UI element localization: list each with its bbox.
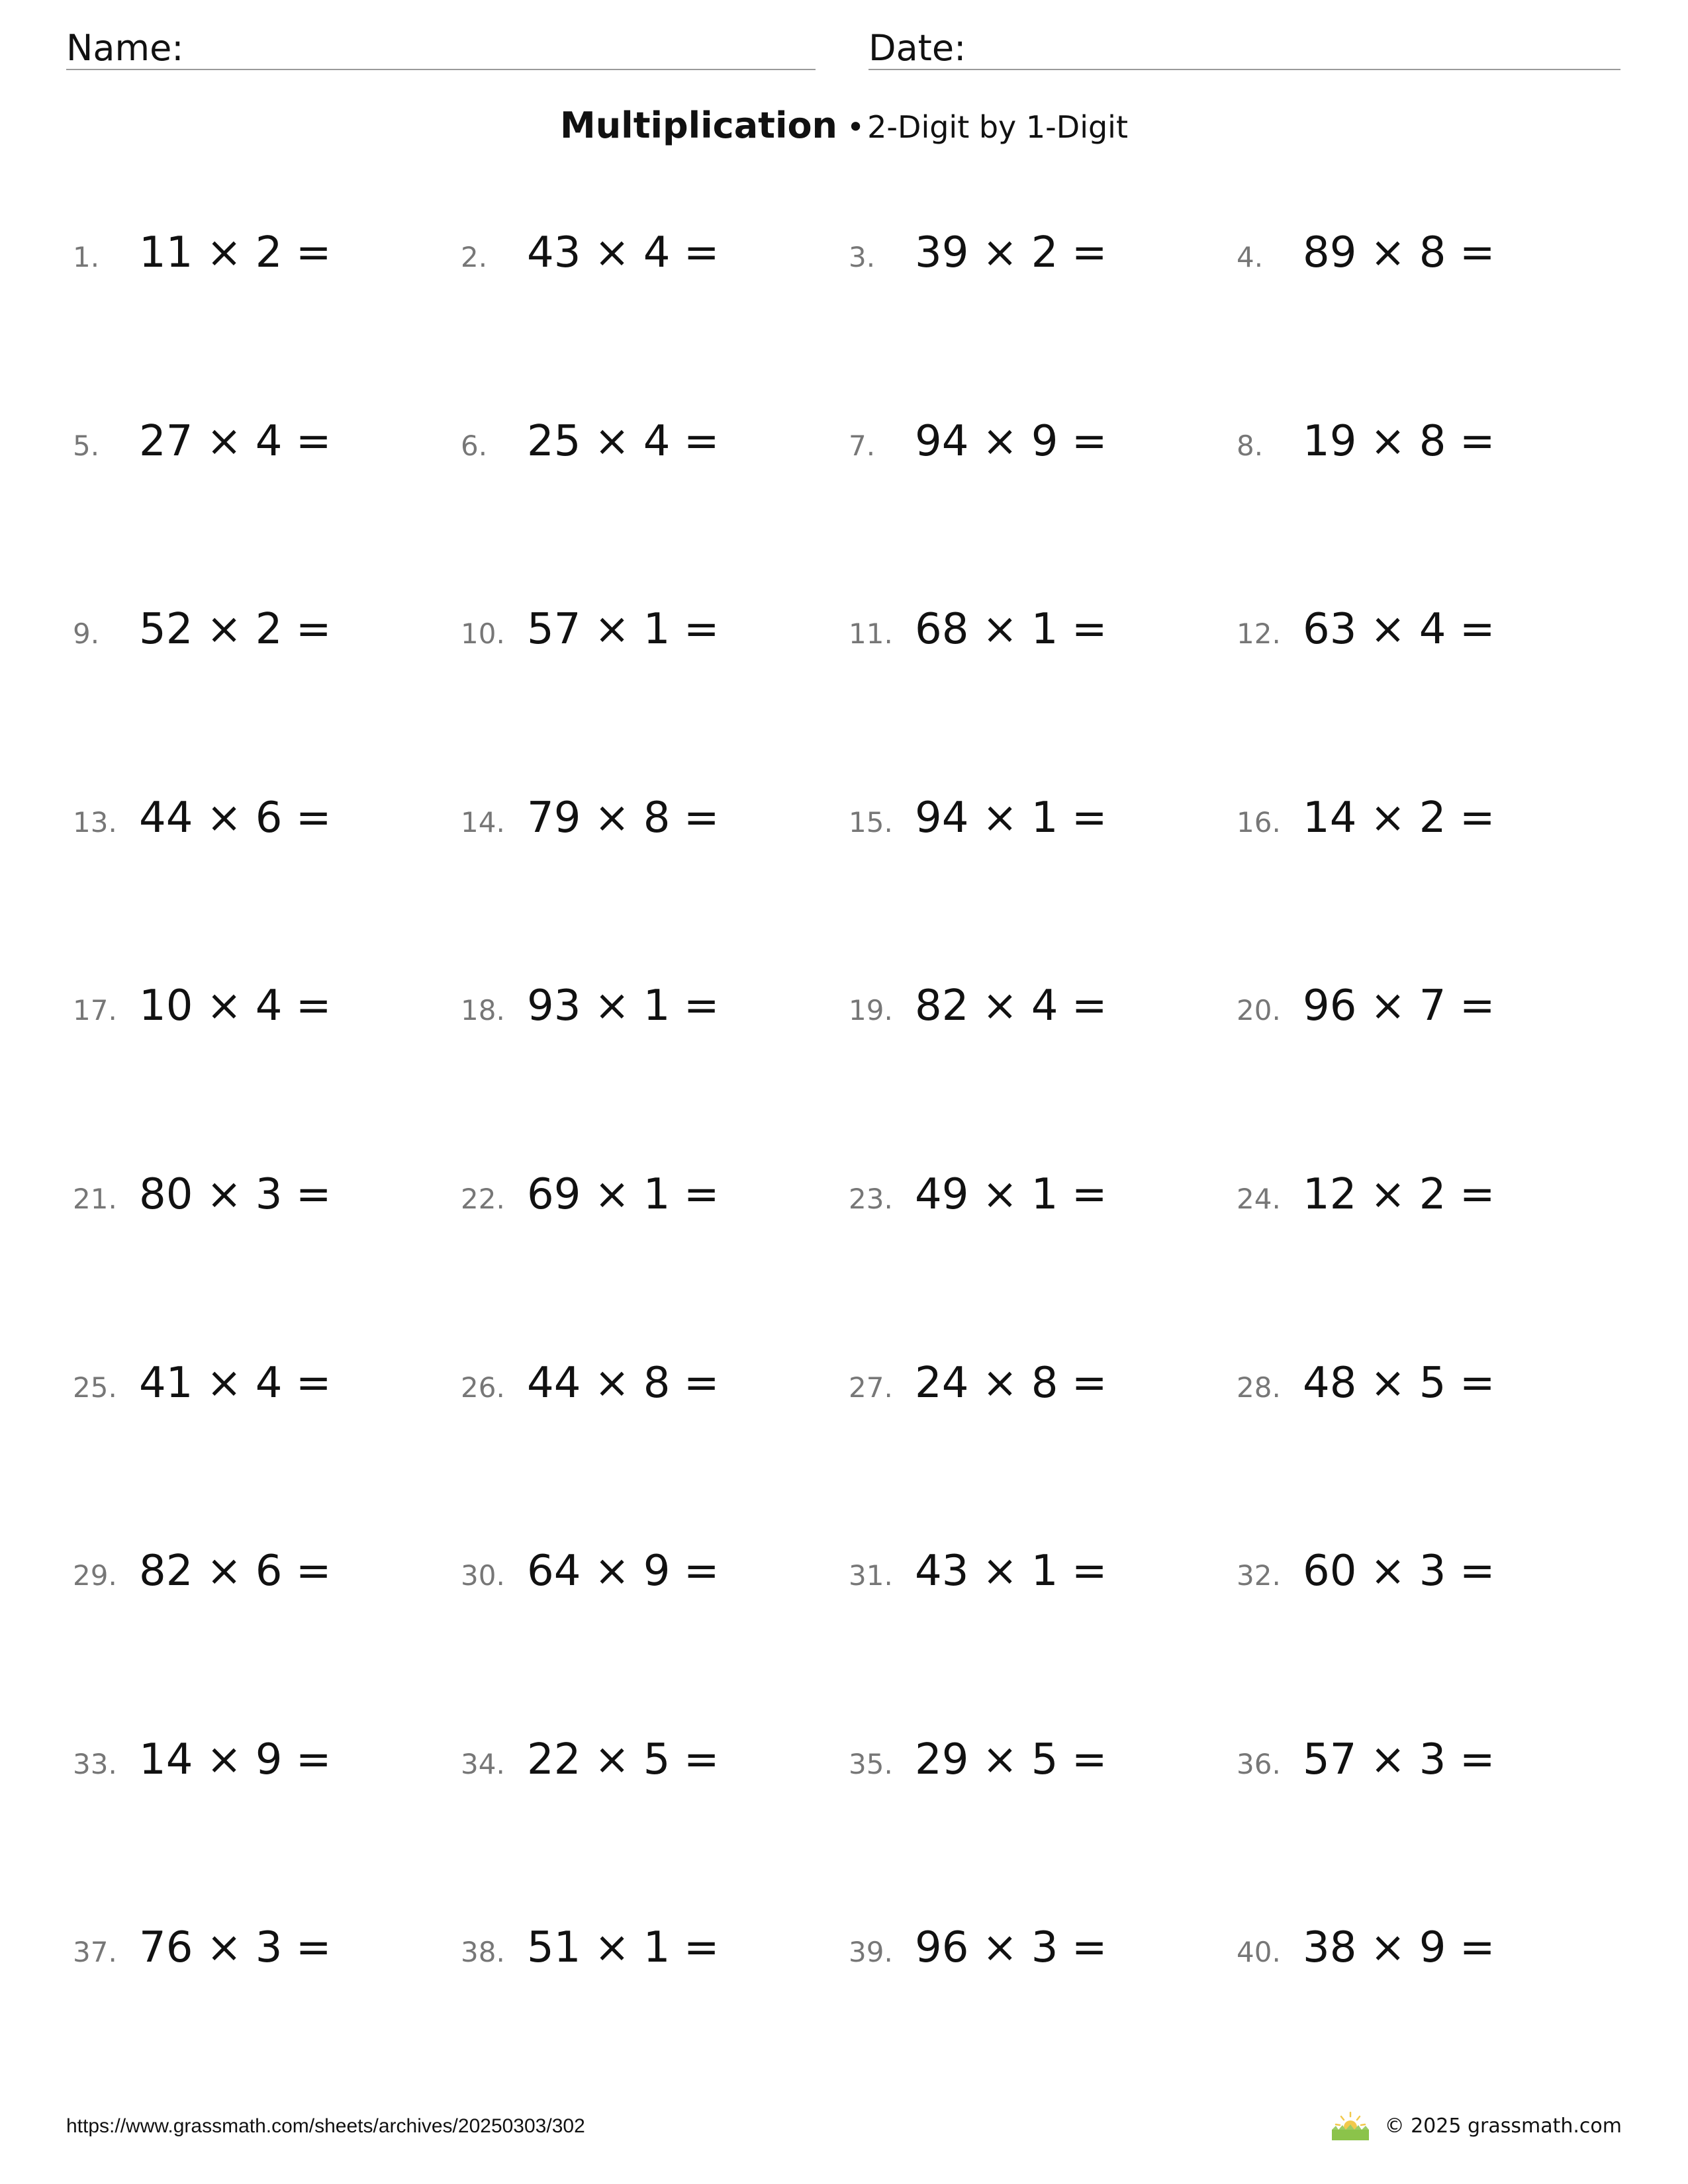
problem-item bbox=[849, 228, 1237, 292]
problem-expression: 38 × 9 = bbox=[1303, 1923, 1495, 1973]
problem-item bbox=[1237, 605, 1624, 668]
problem-number: 21. bbox=[73, 1182, 117, 1215]
problem-expression: 96 × 3 = bbox=[915, 1923, 1107, 1973]
problem-number: 13. bbox=[73, 805, 117, 839]
problem-item bbox=[73, 605, 461, 668]
problem-expression: 49 × 1 = bbox=[915, 1169, 1107, 1219]
problem-item bbox=[1237, 417, 1624, 480]
problem-number: 20. bbox=[1237, 994, 1281, 1027]
problem-number: 33. bbox=[73, 1747, 117, 1780]
problem-expression: 93 × 1 = bbox=[527, 981, 720, 1031]
problem-number: 14. bbox=[461, 805, 505, 839]
problem-item bbox=[849, 981, 1237, 1045]
problem-item bbox=[461, 1923, 849, 1987]
problem-item bbox=[461, 1735, 849, 1799]
problem-item bbox=[1237, 228, 1624, 292]
problem-expression: 94 × 1 = bbox=[915, 793, 1107, 842]
problem-number: 7. bbox=[849, 429, 876, 462]
problem-item bbox=[461, 981, 849, 1045]
problem-number: 12. bbox=[1237, 617, 1281, 651]
problem-expression: 48 × 5 = bbox=[1303, 1358, 1495, 1408]
problem-expression: 80 × 3 = bbox=[139, 1169, 332, 1219]
problem-grid bbox=[73, 228, 1622, 2112]
problem-item bbox=[1237, 1359, 1624, 1422]
problem-item bbox=[1237, 981, 1624, 1045]
problem-number: 24. bbox=[1237, 1182, 1281, 1215]
problem-item bbox=[461, 1170, 849, 1234]
problem-expression: 25 × 4 = bbox=[527, 416, 720, 466]
problem-expression: 39 × 2 = bbox=[915, 228, 1107, 277]
title-subtitle: 2-Digit by 1-Digit bbox=[867, 109, 1128, 145]
problem-expression: 57 × 3 = bbox=[1303, 1735, 1495, 1784]
problem-number: 8. bbox=[1237, 429, 1264, 462]
problem-item bbox=[849, 1735, 1237, 1799]
problem-item bbox=[1237, 794, 1624, 857]
worksheet-title bbox=[0, 105, 1688, 146]
problem-expression: 11 × 2 = bbox=[139, 228, 332, 277]
problem-expression: 52 × 2 = bbox=[139, 605, 332, 655]
problem-expression: 43 × 1 = bbox=[915, 1547, 1107, 1596]
problem-number: 28. bbox=[1237, 1371, 1281, 1404]
problem-expression: 79 × 8 = bbox=[527, 793, 720, 842]
problem-number: 36. bbox=[1237, 1747, 1281, 1780]
problem-number: 15. bbox=[849, 805, 893, 839]
problem-item bbox=[849, 605, 1237, 668]
problem-expression: 14 × 2 = bbox=[1303, 793, 1495, 842]
date-label: Date: bbox=[868, 27, 966, 69]
problem-number: 16. bbox=[1237, 805, 1281, 839]
problem-expression: 89 × 8 = bbox=[1303, 228, 1495, 277]
problem-number: 4. bbox=[1237, 241, 1264, 273]
problem-number: 32. bbox=[1237, 1559, 1281, 1592]
problem-expression: 41 × 4 = bbox=[139, 1358, 332, 1408]
problem-expression: 94 × 9 = bbox=[915, 416, 1107, 466]
problem-number: 18. bbox=[461, 994, 505, 1027]
problem-number: 19. bbox=[849, 994, 893, 1027]
problem-item bbox=[461, 417, 849, 480]
problem-item bbox=[849, 417, 1237, 480]
problem-number: 31. bbox=[849, 1559, 893, 1592]
title-main: Multiplication bbox=[560, 105, 838, 146]
problem-expression: 24 × 8 = bbox=[915, 1358, 1107, 1408]
problem-number: 11. bbox=[849, 617, 893, 651]
problem-item bbox=[73, 1735, 461, 1799]
problem-expression: 51 × 1 = bbox=[527, 1923, 720, 1973]
problem-number: 6. bbox=[461, 429, 488, 462]
problem-expression: 19 × 8 = bbox=[1303, 416, 1495, 466]
problem-item bbox=[73, 1547, 461, 1610]
problem-number: 39. bbox=[849, 1936, 893, 1969]
problem-number: 2. bbox=[461, 241, 488, 273]
problem-expression: 69 × 1 = bbox=[527, 1169, 720, 1219]
problem-item bbox=[461, 1359, 849, 1422]
problem-expression: 60 × 3 = bbox=[1303, 1547, 1495, 1596]
problem-expression: 82 × 6 = bbox=[139, 1547, 332, 1596]
problem-item bbox=[73, 794, 461, 857]
problem-expression: 63 × 4 = bbox=[1303, 605, 1495, 655]
problem-expression: 12 × 2 = bbox=[1303, 1169, 1495, 1219]
problem-item bbox=[73, 981, 461, 1045]
problem-item bbox=[461, 1547, 849, 1610]
problem-number: 17. bbox=[73, 994, 117, 1027]
problem-number: 40. bbox=[1237, 1936, 1281, 1969]
problem-item bbox=[1237, 1547, 1624, 1610]
problem-item bbox=[73, 1170, 461, 1234]
copyright-text: © 2025 grassmath.com bbox=[1384, 2114, 1622, 2138]
problem-expression: 64 × 9 = bbox=[527, 1547, 720, 1596]
problem-expression: 14 × 9 = bbox=[139, 1735, 332, 1784]
problem-item bbox=[461, 605, 849, 668]
name-label: Name: bbox=[66, 27, 184, 69]
problem-expression: 44 × 6 = bbox=[139, 793, 332, 842]
problem-number: 37. bbox=[73, 1936, 117, 1969]
problem-number: 10. bbox=[461, 617, 505, 651]
problem-expression: 43 × 4 = bbox=[527, 228, 720, 277]
title-bullet: • bbox=[847, 109, 865, 145]
problem-item bbox=[1237, 1735, 1624, 1799]
problem-expression: 68 × 1 = bbox=[915, 605, 1107, 655]
problem-number: 29. bbox=[73, 1559, 117, 1592]
problem-number: 25. bbox=[73, 1371, 117, 1404]
name-field[interactable] bbox=[66, 24, 816, 70]
problem-item bbox=[73, 228, 461, 292]
problem-number: 27. bbox=[849, 1371, 893, 1404]
problem-number: 26. bbox=[461, 1371, 505, 1404]
problem-number: 30. bbox=[461, 1559, 505, 1592]
problem-number: 3. bbox=[849, 241, 876, 273]
problem-item bbox=[1237, 1170, 1624, 1234]
problem-expression: 22 × 5 = bbox=[527, 1735, 720, 1784]
problem-item bbox=[73, 1923, 461, 1987]
problem-item bbox=[849, 1359, 1237, 1422]
problem-expression: 96 × 7 = bbox=[1303, 981, 1495, 1031]
footer-url[interactable]: https://www.grassmath.com/sheets/archives/20250303/302 bbox=[66, 2115, 585, 2137]
problem-number: 23. bbox=[849, 1182, 893, 1215]
problem-item bbox=[849, 1547, 1237, 1610]
problem-item bbox=[461, 794, 849, 857]
problem-item bbox=[1237, 1923, 1624, 1987]
grass-sun-logo-icon bbox=[1329, 2110, 1372, 2142]
problem-number: 1. bbox=[73, 241, 100, 273]
problem-expression: 10 × 4 = bbox=[139, 981, 332, 1031]
problem-expression: 57 × 1 = bbox=[527, 605, 720, 655]
problem-item bbox=[849, 1923, 1237, 1987]
footer-brand bbox=[1329, 2110, 1622, 2142]
problem-expression: 27 × 4 = bbox=[139, 416, 332, 466]
problem-number: 38. bbox=[461, 1936, 505, 1969]
problem-expression: 44 × 8 = bbox=[527, 1358, 720, 1408]
problem-number: 22. bbox=[461, 1182, 505, 1215]
problem-expression: 29 × 5 = bbox=[915, 1735, 1107, 1784]
date-field[interactable] bbox=[868, 24, 1620, 70]
problem-item bbox=[73, 1359, 461, 1422]
problem-item bbox=[849, 794, 1237, 857]
problem-item bbox=[73, 417, 461, 480]
problem-number: 9. bbox=[73, 617, 100, 651]
problem-number: 35. bbox=[849, 1747, 893, 1780]
problem-item bbox=[849, 1170, 1237, 1234]
problem-number: 5. bbox=[73, 429, 100, 462]
problem-expression: 76 × 3 = bbox=[139, 1923, 332, 1973]
problem-expression: 82 × 4 = bbox=[915, 981, 1107, 1031]
problem-number: 34. bbox=[461, 1747, 505, 1780]
problem-item bbox=[461, 228, 849, 292]
